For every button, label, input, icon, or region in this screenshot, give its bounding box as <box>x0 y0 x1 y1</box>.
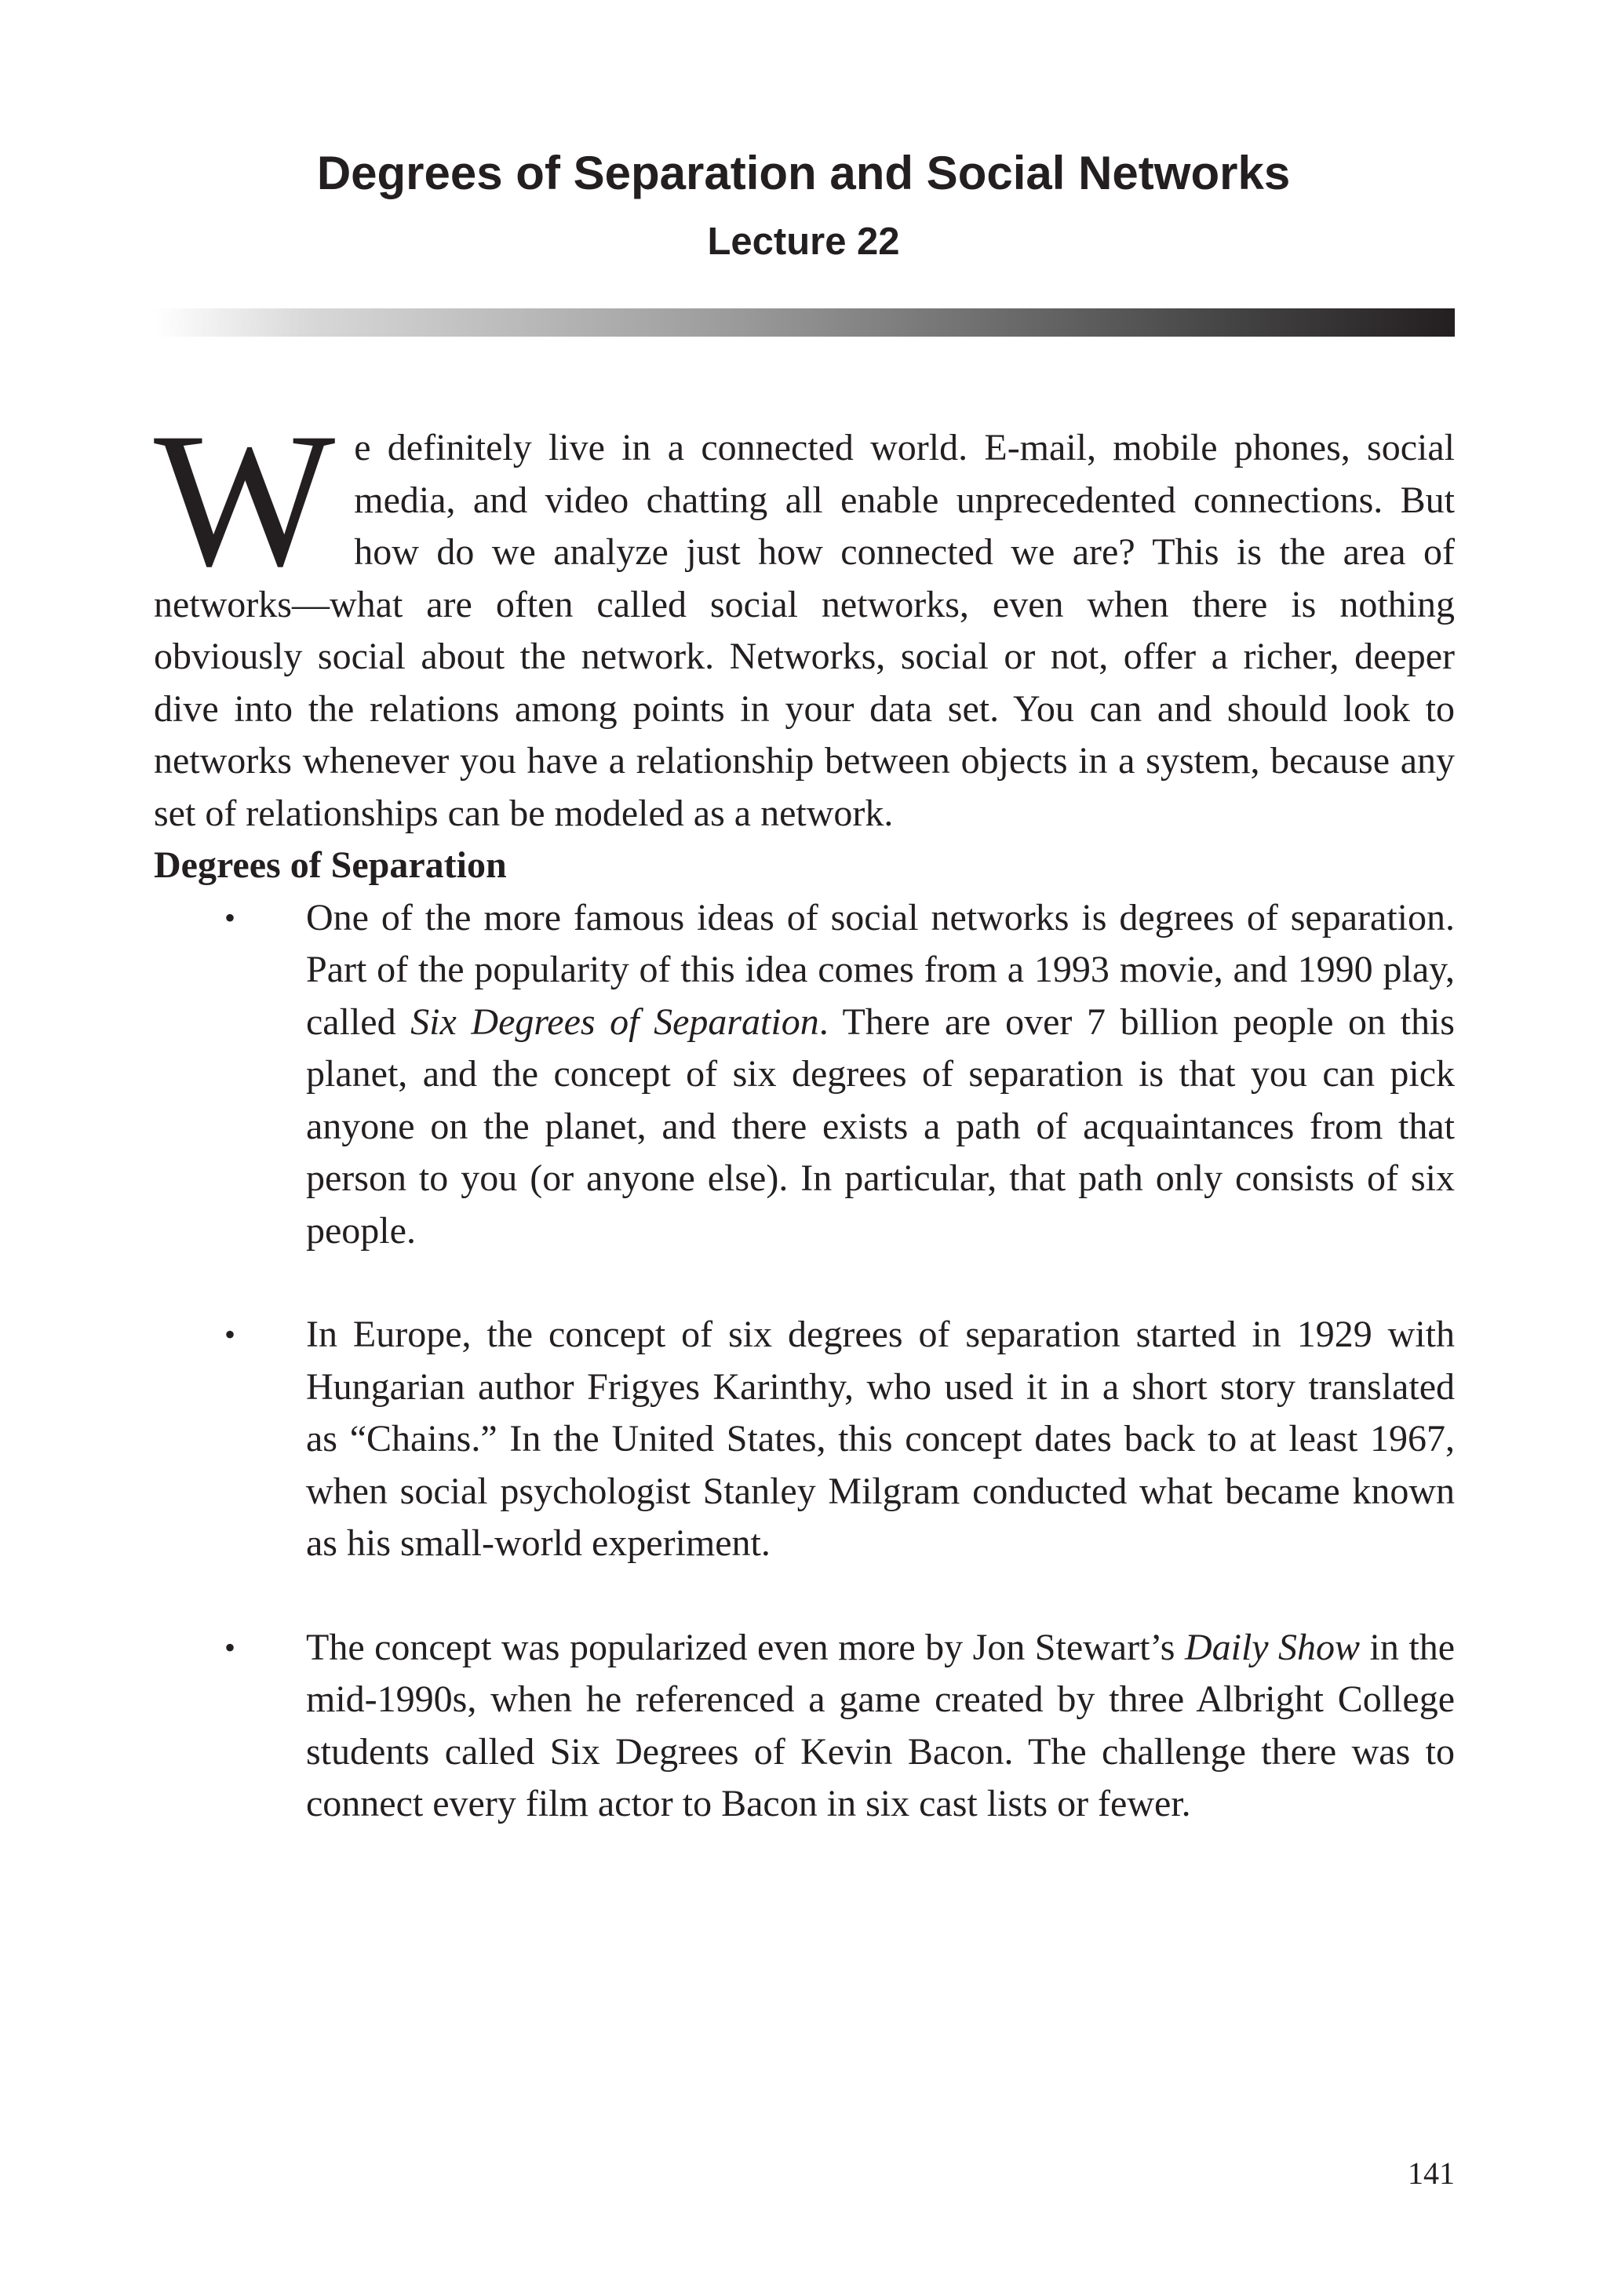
lecture-number: Lecture 22 <box>707 220 900 263</box>
show-title: Daily Show <box>1184 1626 1361 1668</box>
drop-cap: W <box>154 393 336 606</box>
page-number: 141 <box>1408 2156 1455 2191</box>
bullet-text: In Europe, the concept of six degrees of separation started in 1929 with Hungarian author Frigyes Karinthy, who used it in a short story translated as “Chains.” In the United States, this concept dates back to at least 1967, when social psychologist Stanley Milgram conducted what became known as his small-world experiment. <box>306 1314 1455 1564</box>
bullet-icon: • <box>224 1317 236 1352</box>
list-item <box>154 1622 1455 1831</box>
bullet-icon: • <box>224 899 236 935</box>
bullet-icon: • <box>224 1629 236 1665</box>
page-title: Degrees of Separation and Social Networks <box>316 147 1291 199</box>
list-item <box>154 892 1455 1258</box>
bullet-text-before: One of the more famous ideas of social networks is degrees of separation. Part of the popularity of this idea comes from a 1993 movie, and 1990 play, called <box>306 896 1455 1043</box>
bullet-text-after: in the mid-1990s, when he referenced a game created by three Albright College students called Six Degrees of Kevin Bacon. The challenge there was to connect every film actor to Bacon in six cast lists or fewer. <box>306 1626 1456 1824</box>
intro-paragraph <box>154 393 1455 840</box>
bullet-list <box>154 892 1455 1831</box>
gradient-divider <box>154 308 1455 337</box>
bullet-text-before: The concept was popularized even more by Jon Stewart’s <box>306 1626 1185 1668</box>
section-heading: Degrees of Separation <box>154 844 507 886</box>
list-item <box>154 1309 1455 1570</box>
intro-text: e definitely live in a connected world. E-mail, mobile phones, social media, and video chatting all enable unprecedented connections. But how do we analyze just how connected we are? This is the area of networks—what are often called social networks, even when there is nothing obviously social about the network. Networks, social or not, offer a richer, deeper dive into the relations among points in your data set. You can and should look to networks whenever you have a relationship between objects in a system, because any set of relationships can be modeled as a network. <box>154 427 1455 834</box>
bullet-text-after: . There are over 7 billion people on this planet, and the concept of six degrees of separation is that you can pick anyone on the planet, and there exists a path of acquaintances from that person to you (or anyone else). In particular, that path only consists of six people. <box>306 1000 1455 1252</box>
body-text <box>154 393 1456 1882</box>
movie-title: Six Degrees of Separation <box>410 1000 819 1043</box>
